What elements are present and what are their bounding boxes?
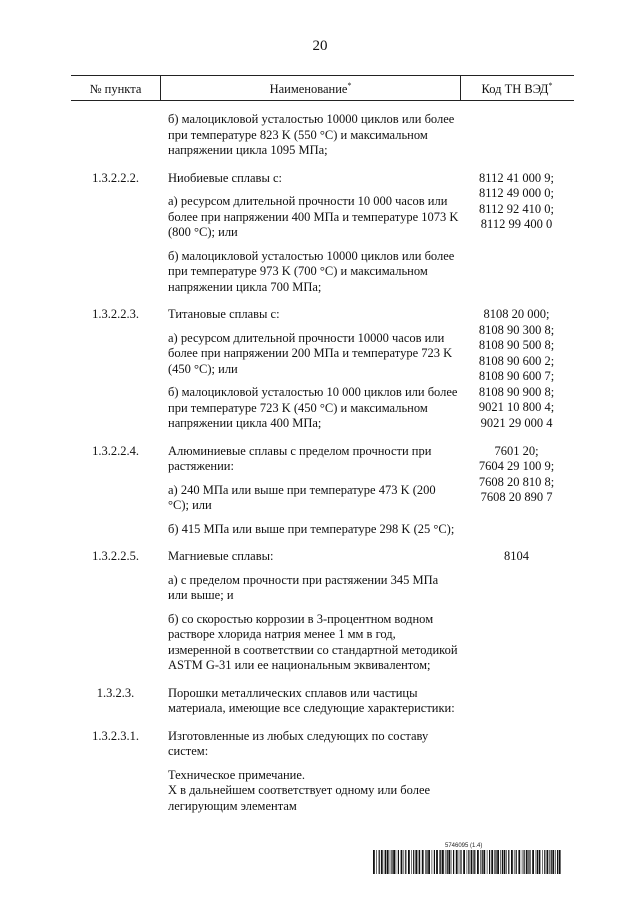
header-item-number: № пункта (89, 82, 142, 96)
footnote-mark: * (548, 80, 553, 90)
tn-ved-code: 8112 99 400 0 (480, 217, 553, 231)
barcode-bar (489, 850, 490, 874)
description-paragraph: Титановые сплавы с: (168, 307, 280, 321)
description-paragraph: а) с пределом прочности при растяжении 345 МПа или выше; и (168, 572, 439, 602)
barcode-bar (497, 850, 499, 874)
tn-ved-codes (459, 729, 574, 823)
barcode-bar (436, 850, 438, 874)
barcode-bar (551, 850, 552, 874)
tn-ved-codes (459, 686, 574, 725)
tn-ved-code: 8108 90 600 2; (478, 353, 555, 368)
tn-ved-code: 7604 29 100 9; (478, 459, 555, 473)
item-description (160, 549, 459, 682)
barcode-bar (418, 850, 419, 874)
tn-ved-code: 8108 90 900 8; (478, 384, 555, 399)
barcode-bar (448, 850, 450, 874)
barcode-bar (480, 850, 481, 874)
barcode-bar (384, 850, 385, 874)
item-number: 1.3.2.2.4. (92, 443, 139, 458)
barcode-bar (500, 850, 501, 874)
description-paragraph: Магниевые сплавы: (168, 549, 274, 563)
barcode-bar (404, 850, 405, 874)
barcode-bar (451, 850, 452, 874)
barcode-bar (547, 850, 549, 874)
description-paragraph: а) 240 МПа или выше при температуре 473 K (200 °C); или (168, 482, 436, 512)
barcode-bar (522, 850, 523, 874)
header-code (460, 76, 574, 100)
barcode-bar (453, 850, 454, 874)
barcode-bar (419, 850, 420, 874)
barcode-bar (387, 850, 389, 874)
barcode-bar (511, 850, 513, 874)
barcode-bar (532, 850, 534, 874)
barcode-bar (552, 850, 554, 874)
barcode-bar (529, 850, 530, 874)
table-row (71, 307, 574, 440)
tn-ved-code: 7608 20 890 7 (480, 490, 553, 504)
barcode-bar (379, 850, 380, 874)
description-paragraph: б) со скоростью коррозии в 3-процентном водном растворе хлорида натрия менее 1 мм в год, измеренной в соответствии со стандартной методикой ASTM G-31 или ее национальным эквивалентом; (168, 611, 458, 672)
item-number (71, 112, 160, 167)
table-row (71, 112, 574, 167)
barcode-bar (504, 850, 506, 874)
description-paragraph: а) ресурсом длительной прочности 10 000 часов или более при напряжении 400 МПа и температуре 1073 K (800 °C); или (168, 194, 459, 239)
barcode-bar (473, 850, 474, 874)
barcode-bar (491, 850, 493, 874)
barcode-bar (445, 850, 446, 874)
barcode-bar (460, 850, 461, 874)
barcode-label: 5746095 (1.4) (445, 843, 483, 849)
barcode-bar (557, 850, 558, 874)
item-description (160, 686, 459, 725)
item-number: 1.3.2.2.3. (92, 307, 139, 321)
barcode-bar (559, 850, 561, 874)
barcode-bar (514, 850, 515, 874)
table-row (71, 549, 574, 682)
table-row (71, 729, 574, 823)
table-body (71, 112, 574, 826)
footnote-mark: * (347, 80, 352, 90)
table-row (71, 444, 574, 546)
barcode-bar (447, 850, 448, 874)
barcode-bar (518, 850, 520, 874)
tn-ved-code: 8108 90 300 8; (478, 322, 555, 337)
description-paragraph: б) малоцикловой усталостью 10 000 циклов или более при температуре 723 K (450 °C) и максимальном напряжении цикла 400 МПа; (168, 385, 458, 430)
table-row (71, 171, 574, 304)
barcode-bar (506, 850, 507, 874)
barcode-bar (413, 850, 414, 874)
barcode-bar (463, 850, 465, 874)
table-header (71, 75, 574, 101)
item-description (160, 307, 459, 440)
item-description (160, 444, 459, 546)
barcode-bar (401, 850, 403, 874)
tn-ved-code: 8112 92 410 0; (479, 201, 554, 216)
barcode-bar (459, 850, 460, 874)
barcode-bar (528, 850, 529, 874)
barcode-bar (391, 850, 392, 874)
tn-ved-code: 8104 (504, 549, 529, 563)
barcode-bar (434, 850, 435, 874)
tn-ved-code: 9021 10 800 4; (478, 400, 555, 414)
item-number: 1.3.2.2.2. (92, 170, 139, 185)
barcode-bar (508, 850, 509, 874)
barcode-bar (477, 850, 479, 874)
barcode-bar (381, 850, 383, 874)
barcode-bar (537, 850, 538, 874)
description-paragraph: Техническое примечание. X в дальнейшем соответствует одному или более легирующим элементам (168, 767, 431, 813)
barcode-bar (487, 850, 488, 874)
barcode-bar (542, 850, 543, 874)
barcode-bar (468, 850, 469, 874)
tn-ved-codes (459, 171, 574, 304)
barcode-bar (502, 850, 503, 874)
barcode-bar (483, 850, 485, 874)
tn-ved-code: 8112 41 000 9; (479, 170, 554, 185)
barcode-bar (440, 850, 441, 874)
barcode-bar (390, 850, 391, 874)
item-number: 1.3.2.2.5. (92, 549, 139, 563)
barcode-bar (482, 850, 483, 874)
barcode-bar (555, 850, 556, 874)
tn-ved-code: 7601 20; (494, 443, 539, 458)
item-description (160, 112, 459, 167)
tn-ved-code: 9021 29 000 4 (480, 415, 553, 430)
barcode-bar (495, 850, 496, 874)
page-number: 20 (312, 38, 328, 54)
barcode-bar (373, 850, 375, 874)
barcode-bar (471, 850, 473, 874)
barcode-bar (526, 850, 528, 874)
item-description (160, 729, 459, 823)
tn-ved-code: 7608 20 810 8; (478, 474, 555, 489)
tn-ved-code: 8108 90 600 7; (478, 369, 555, 383)
barcode-bar (432, 850, 433, 874)
tn-ved-code: 8108 20 000; (483, 307, 550, 321)
barcode-bar (393, 850, 395, 874)
description-paragraph: б) малоцикловой усталостью 10000 циклов или более при температуре 823 K (550 °C) и максимальном напряжении цикла 1095 МПа; (168, 112, 455, 157)
description-paragraph: б) малоцикловой усталостью 10000 циклов или более при температуре 973 K (700 °C) и максимальном напряжении цикла 700 МПа; (168, 248, 455, 294)
tn-ved-codes (459, 444, 574, 546)
barcode-bar (536, 850, 537, 874)
tn-ved-codes (459, 549, 574, 682)
tn-ved-codes (459, 112, 574, 167)
barcode-bar (442, 850, 444, 874)
barcode-bar (385, 850, 386, 874)
barcode-bar (428, 850, 430, 874)
tn-ved-code: 8112 49 000 0; (479, 186, 554, 200)
barcode-bar (439, 850, 440, 874)
barcode-bar (398, 850, 399, 874)
description-paragraph: Алюминиевые сплавы с пределом прочности при растяжении: (168, 443, 432, 473)
barcode-bar (396, 850, 397, 874)
barcode-bar (405, 850, 406, 874)
header-code-label: Код ТН ВЭД (481, 82, 549, 96)
header-name (160, 76, 461, 100)
description-paragraph: Порошки металлических сплавов или частицы материала, имеющие все следующие характеристики: (168, 685, 455, 715)
barcode-bar (474, 850, 475, 874)
barcode-bar (544, 850, 545, 874)
description-paragraph: Ниобиевые сплавы с: (168, 170, 283, 185)
barcode-bar (376, 850, 377, 874)
item-number: 1.3.2.3. (96, 685, 135, 700)
barcode-bar (539, 850, 541, 874)
barcode-image (373, 850, 563, 874)
barcode-bar (516, 850, 517, 874)
barcode-bar (524, 850, 525, 874)
barcode-bar (408, 850, 410, 874)
barcode-bar (422, 850, 424, 874)
barcode-bar (426, 850, 427, 874)
barcode-bar (411, 850, 412, 874)
header-name-label: Наименование (269, 82, 348, 96)
tn-ved-code: 8108 90 500 8; (478, 338, 555, 352)
item-description (160, 171, 459, 304)
barcode-bar (415, 850, 417, 874)
description-paragraph: а) ресурсом длительной прочности 10000 часов или более при напряжении 200 МПа и температуре 723 K (450 °C); или (168, 330, 453, 376)
table-row (71, 686, 574, 725)
barcode-bar (549, 850, 550, 874)
barcode-bar (467, 850, 468, 874)
barcode-bar (494, 850, 495, 874)
barcode-bar (425, 850, 426, 874)
tn-ved-codes (459, 307, 574, 440)
item-number: 1.3.2.3.1. (92, 728, 139, 743)
description-paragraph: Изготовленные из любых следующих по составу систем: (168, 728, 429, 758)
barcode-bar (456, 850, 458, 874)
description-paragraph: б) 415 МПа или выше при температуре 298 K (25 °C); (168, 521, 455, 536)
